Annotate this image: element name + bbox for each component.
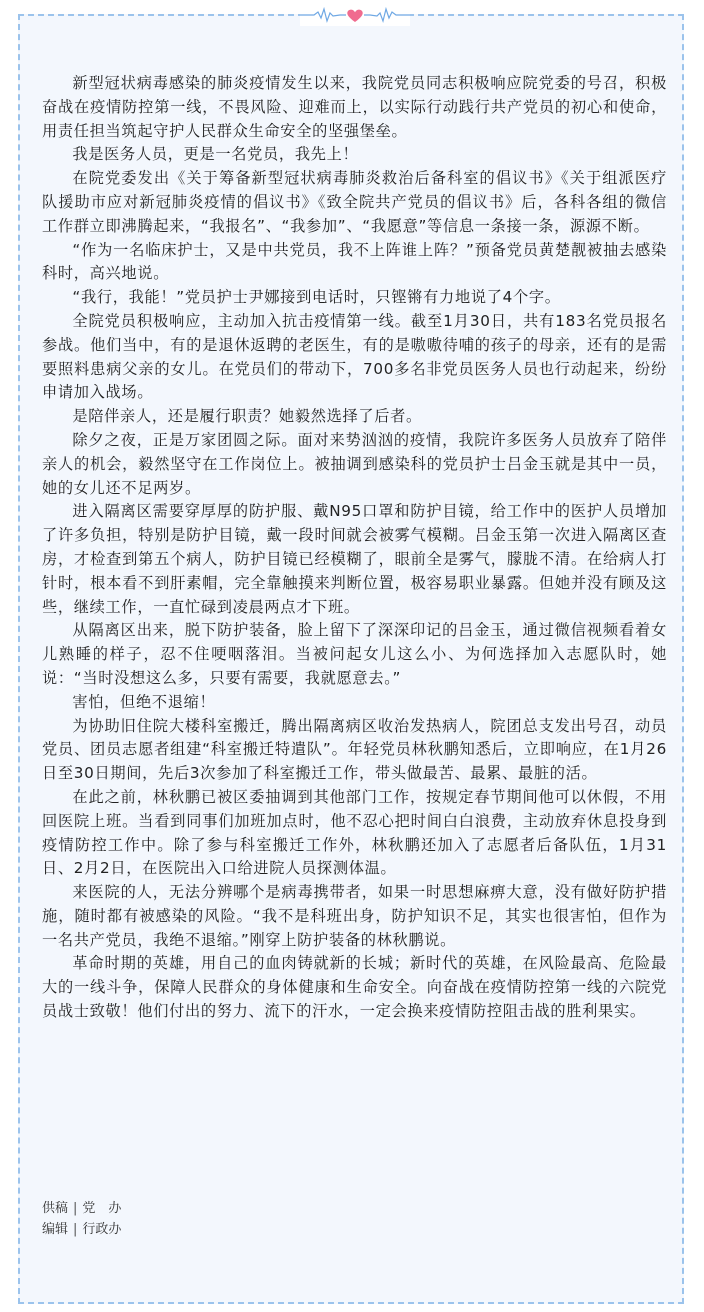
- heart-icon: [347, 10, 362, 22]
- top-decoration: [300, 4, 410, 26]
- editor-credit: [42, 1219, 121, 1240]
- paragraph: 从隔离区出来，脱下防护装备，脸上留下了深深印记的吕金玉，通过微信视频看着女儿熟睡的样子，忍不住哽咽落泪。当被问起女儿这么小、为何选择加入志愿队时，她说：“当时没想这么多，只要有需要，我就愿意去。”: [42, 621, 667, 687]
- source-credit: [42, 1198, 121, 1219]
- source-label: 供稿: [42, 1201, 69, 1216]
- paragraph: 来医院的人，无法分辨哪个是病毒携带者，如果一时思想麻痹大意，没有做好防护措施，随时都有被感染的风险。“我不是科班出身，防护知识不足，其实也很害怕，但作为一名共产党员，我绝不退缩。”刚穿上防护装备的林秋鹏说。: [42, 883, 667, 949]
- paragraph: 革命时期的英雄，用自己的血肉铸就新的长城；新时代的英雄，在风险最高、危险最大的一线斗争，保障人民群众的身体健康和生命安全。向奋战在疫情防控第一线的六院党员战士致敬！他们付出的努力、流下的汗水，一定会换来疫情防控阻击战的胜利果实。: [42, 954, 667, 1021]
- paragraph: 在此之前，林秋鹏已被区委抽调到其他部门工作，按规定春节期间他可以休假，不用回医院上班。当看到同事们加班加点时，他不忍心把时间白白浪费，主动放弃休息投身到疫情防控工作中。除了参与科室搬迁工作外，林秋鹏还加入了志愿者后备队伍，1月31日、2月2日，在医院出入口给进院人员探测体温。: [42, 787, 667, 878]
- paragraph: 全院党员积极响应，主动加入抗击疫情第一线。截至1月30日，共有183名党员报名参战。他们当中，有的是退休返聘的老医生，有的是嗷嗷待哺的孩子的母亲，还有的是需要照料患病父亲的女儿。在党员们的带动下，700多名非党员医务人员也行动起来，纷纷申请加入战场。: [42, 311, 667, 402]
- paragraph: 我是医务人员，更是一名党员，我先上！: [72, 145, 359, 164]
- paragraph: 为协助旧住院大楼科室搬迁，腾出隔离病区收治发热病人，院团总支发出号召，动员党员、团员志愿者组建“科室搬迁特遣队”。年轻党员林秋鹏知悉后，立即响应，在1月26日至30日期间，先后3次参加了科室搬迁工作，带头做最苦、最累、最脏的活。: [42, 716, 667, 783]
- paragraph: 新型冠状病毒感染的肺炎疫情发生以来，我院党员同志积极响应院党委的号召，积极奋战在疫情防控第一线，不畏风险、迎难而上，以实际行动践行共产党员的初心和使命，用责任担当筑起守护人民群众生命安全的坚强堡垒。: [42, 74, 667, 140]
- paragraph: “我行，我能！”党员护士尹娜接到电话时，只铿锵有力地说了4个字。: [72, 288, 561, 307]
- paragraph: 是陪伴亲人，还是履行职责？她毅然选择了后者。: [72, 407, 422, 426]
- source-value: 党 办: [82, 1201, 122, 1216]
- paragraph: 害怕，但绝不退缩！: [72, 692, 216, 711]
- paragraph: 在院党委发出《关于筹备新型冠状病毒肺炎救治后备科室的倡议书》《关于组派医疗队援助市应对新冠肺炎疫情的倡议书》《致全院共产党员的倡议书》后，各科各组的微信工作群立即沸腾起来，“我报名”、“我参加”、“我愿意”等信息一条接一条，源源不断。: [42, 169, 667, 235]
- article-footer: [42, 1198, 121, 1240]
- article-body: [42, 72, 672, 1024]
- paragraph: 除夕之夜，正是万家团圆之际。面对来势汹汹的疫情，我院许多医务人员放弃了陪伴亲人的机会，毅然坚守在工作岗位上。被抽调到感染科的党员护士吕金玉就是其中一员，她的女儿还不足两岁。: [42, 430, 667, 497]
- editor-separator: |: [73, 1222, 78, 1237]
- editor-value: 行政办: [82, 1222, 122, 1237]
- heartbeat-line: [300, 4, 410, 26]
- source-separator: |: [73, 1201, 78, 1216]
- paragraph: “作为一名临床护士，又是中共党员，我不上阵谁上阵？”预备党员黄楚靓被抽去感染科时，高兴地说。: [42, 240, 667, 283]
- editor-label: 编辑: [42, 1222, 69, 1237]
- paragraph: 进入隔离区需要穿厚厚的防护服、戴N95口罩和防护目镜，给工作中的医护人员增加了许多负担，特别是防护目镜，戴一段时间就会被雾气模糊。吕金玉第一次进入隔离区查房，才检查到第五个病人，防护目镜已经模糊了，眼前全是雾气，朦胧不清。在给病人打针时，根本看不到肝素帽，完全靠触摸来判断位置，极容易职业暴露。但她并没有顾及这些，继续工作，一直忙碌到凌晨两点才下班。: [42, 502, 667, 616]
